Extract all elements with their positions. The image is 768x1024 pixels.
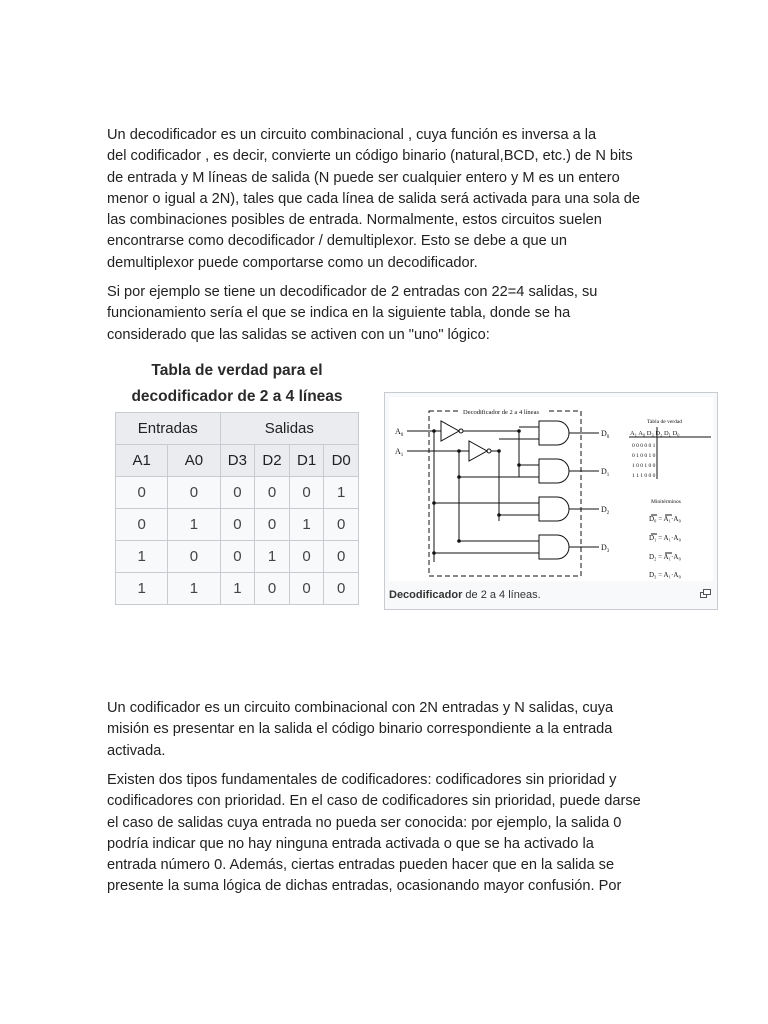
magnify-clip-icon-svg (700, 589, 711, 598)
text-line: el caso de salidas cuya entrada no pueda ser conocida: por ejemplo, la salida 0 (107, 814, 622, 831)
table-cell: 0 (324, 509, 359, 541)
text-line: codificadores con prioridad. En el caso de codificadores sin prioridad, puede darse (107, 793, 641, 810)
header-entradas: Entradas (116, 413, 221, 445)
decoder-diagram[interactable] (389, 397, 713, 581)
paragraph-codificador-intro (107, 698, 667, 762)
table-header-row (116, 445, 359, 477)
caption-text: de 2 a 4 líneas. (462, 589, 541, 601)
table-cell: 1 (289, 509, 324, 541)
caption-bold: Decodificador (389, 589, 463, 601)
input-label-a1: $A_1$ (395, 447, 404, 458)
column-header: A0 (168, 445, 220, 477)
mini-table-row: 1 0 0 1 0 0 (632, 463, 656, 469)
table-cell: 0 (289, 541, 324, 573)
table-cell: 1 (324, 477, 359, 509)
decoder-figure[interactable] (384, 392, 718, 610)
minterm-d2: D₂ = A₁·A₀ (649, 553, 681, 561)
text-line: misión es presentar en la salida el código binario correspondiente a la entrada (107, 721, 613, 738)
table-cell: 1 (255, 541, 290, 573)
minterm-d1: D₁ = A₁·A₀ (649, 534, 681, 542)
mini-table-row: 1 1 1 0 0 0 (632, 473, 656, 479)
table-cell: 1 (116, 541, 168, 573)
table-cell: 0 (324, 541, 359, 573)
output-label-d1: $D_1$ (601, 467, 610, 478)
column-header: D2 (255, 445, 290, 477)
output-label-d2: $D_2$ (601, 505, 610, 516)
table-row (116, 477, 359, 509)
text-line: menor o igual a 2N), tales que cada línea de salida será activada para una sola de (107, 190, 641, 207)
header-salidas: Salidas (220, 413, 358, 445)
table-cell: 1 (220, 573, 255, 605)
and-gate-d1 (539, 459, 569, 483)
table-cell: 0 (324, 573, 359, 605)
text-line: podría indicar que no hay ninguna entrada activada o que se ha activado la (107, 835, 594, 852)
decoder-dashed-box (429, 411, 581, 576)
text-line: activada. (107, 742, 166, 759)
table-cell: 0 (168, 477, 220, 509)
mini-table-row: 0 1 0 0 1 0 (632, 453, 656, 459)
table-cell: 0 (116, 477, 168, 509)
text-line: Un codificador es un circuito combinacional con 2N entradas y N salidas, cuya (107, 700, 614, 716)
and-gate-d0 (539, 421, 569, 445)
table-row (116, 509, 359, 541)
paragraph-tipos-codificadores (107, 770, 667, 898)
table-cell: 0 (289, 477, 324, 509)
table-cell: 0 (255, 573, 290, 605)
text-line: Existen dos tipos fundamentales de codificadores: codificadores sin prioridad y (107, 772, 617, 788)
text-line: considerado que las salidas se activen con un "uno" lógico: (107, 326, 490, 343)
column-header: A1 (116, 445, 168, 477)
column-header: D0 (324, 445, 359, 477)
table-cell: 0 (255, 509, 290, 541)
text-line: funcionamiento sería el que se indica en la siguiente tabla, donde se ha (107, 305, 571, 322)
magnify-clip-icon[interactable] (700, 589, 711, 601)
decoder-circuit-svg (389, 397, 713, 581)
minterm-d0: D₀ = A₁·A₀ (649, 515, 681, 523)
inverter-a1 (469, 441, 487, 461)
truth-table-title (115, 358, 359, 410)
column-header: D3 (220, 445, 255, 477)
text-line: Un decodificador es un circuito combinacional , cuya función es inversa a la (107, 127, 597, 143)
table-row (116, 573, 359, 605)
table-row (116, 541, 359, 573)
table-cell: 1 (168, 509, 220, 541)
and-gate-d2 (539, 497, 569, 521)
output-label-d3: $D_3$ (601, 543, 610, 554)
mini-table-header: A₁ A₀ D₃ D₂ D₁ D₀ (630, 430, 680, 437)
table-cell: 0 (220, 541, 255, 573)
mini-table-row: 0 0 0 0 0 1 (632, 443, 656, 449)
truth-table-title-line: Tabla de verdad para el (151, 362, 323, 379)
figure-caption (389, 589, 541, 601)
paragraph-decodificador-intro (107, 125, 667, 274)
table-cell: 0 (168, 541, 220, 573)
minterm-d3: D₃ = A₁·A₀ (649, 571, 681, 579)
output-label-d0: $D_0$ (601, 429, 610, 440)
text-line: de entrada y M líneas de salida (N puede ser cualquier entero y M es un entero (107, 169, 620, 186)
input-label-a0: $A_0$ (395, 427, 404, 438)
text-line: demultiplexor puede comportarse como un decodificador. (107, 254, 478, 271)
text-line: las combinaciones posibles de entrada. Normalmente, estos circuitos suelen (107, 212, 602, 229)
table-cell: 1 (116, 573, 168, 605)
table-cell: 0 (116, 509, 168, 541)
table-header-group-row (116, 413, 359, 445)
table-cell: 0 (255, 477, 290, 509)
text-line: presente la suma lógica de dichas entradas, ocasionando mayor confusión. Por (107, 878, 622, 895)
text-line: entrada número 0. Además, ciertas entradas pueden hacer que en la salida se (107, 857, 615, 874)
truth-table (115, 412, 359, 605)
column-header: D1 (289, 445, 324, 477)
text-line: del codificador , es decir, convierte un código binario (natural,BCD, etc.) de N bits (107, 148, 633, 165)
and-gate-d3 (539, 535, 569, 559)
diagram-title: Decodificador de 2 a 4 líneas (463, 409, 539, 416)
table-cell: 1 (168, 573, 220, 605)
paragraph-ejemplo (107, 282, 667, 346)
inverter-a0 (441, 421, 459, 441)
table-cell: 0 (289, 573, 324, 605)
text-line: encontrarse como decodificador / demultiplexor. Esto se debe a que un (107, 233, 567, 250)
mini-table-title: Tabla de verdad (647, 419, 683, 425)
text-line: Si por ejemplo se tiene un decodificador de 2 entradas con 22=4 salidas, su (107, 284, 598, 300)
minterms-title: Minitérminos (651, 499, 681, 505)
table-cell: 0 (220, 509, 255, 541)
table-cell: 0 (220, 477, 255, 509)
truth-table-title-line: decodificador de 2 a 4 líneas (131, 388, 343, 405)
truth-table-block (115, 358, 359, 605)
